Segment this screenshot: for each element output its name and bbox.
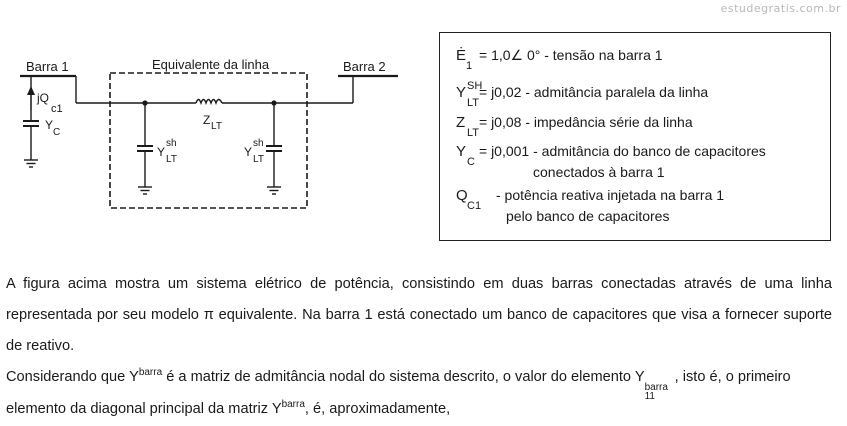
zlt-base: Z <box>203 113 211 127</box>
yc-sub: C <box>53 127 61 138</box>
ysh-left-sub: LT <box>166 154 177 165</box>
circuit-diagram <box>0 0 430 250</box>
bus1-label: Barra 1 <box>26 59 69 74</box>
arrow-up-icon <box>27 86 35 95</box>
q-c1-sub: c1 <box>51 103 63 115</box>
inductor-zlt <box>196 100 222 104</box>
question-paragraph-2: Considerando que $Y^{barra}$ é a matriz de admitância nodal do sistema descrito, o valor do elemento Y barra 11 , isto é, o primeiro elemento da diagonal principal da matriz $Y^{barra}$, é, aproximadamente, <box>6 367 791 417</box>
q-c1-base: jQ <box>37 91 49 105</box>
ysh-left-base: Y <box>157 145 166 159</box>
equivalent-dashed-box <box>110 73 307 208</box>
yc-base: Y <box>45 118 54 132</box>
zlt-sub: LT <box>211 121 222 132</box>
question-text <box>6 269 832 426</box>
ysh-right-base: Y <box>244 145 253 159</box>
equivalent-label: Equivalente da linha <box>152 57 270 72</box>
question-paragraph-1: A figura acima mostra um sistema elétrico de potência, consistindo em duas barras conectadas através de uma linha representada por seu modelo π equivalente. Na barra 1 está conectado um banco de capacitores que visa a fornecer suporte de reativo. <box>6 276 832 354</box>
ysh-right-sup: sh <box>253 138 264 149</box>
bus2-label: Barra 2 <box>343 59 386 74</box>
ysh-left-sup: sh <box>166 138 177 149</box>
watermark: estudegratis.com.br <box>720 2 841 15</box>
legend-box: Ė 1 = 1,0∠ 0° - tensão na barra 1 Y SH LT = j0,02 - admitância paralela da linha Z LT = j0,08 - impedância série da linha Y C = j0,001 - admitância do banco de capacitores conectados à barra 1 Q C1 - potência reativa injetada na barra 1 pelo banco de capacitores <box>439 32 831 241</box>
ysh-right-sub: LT <box>253 154 264 165</box>
